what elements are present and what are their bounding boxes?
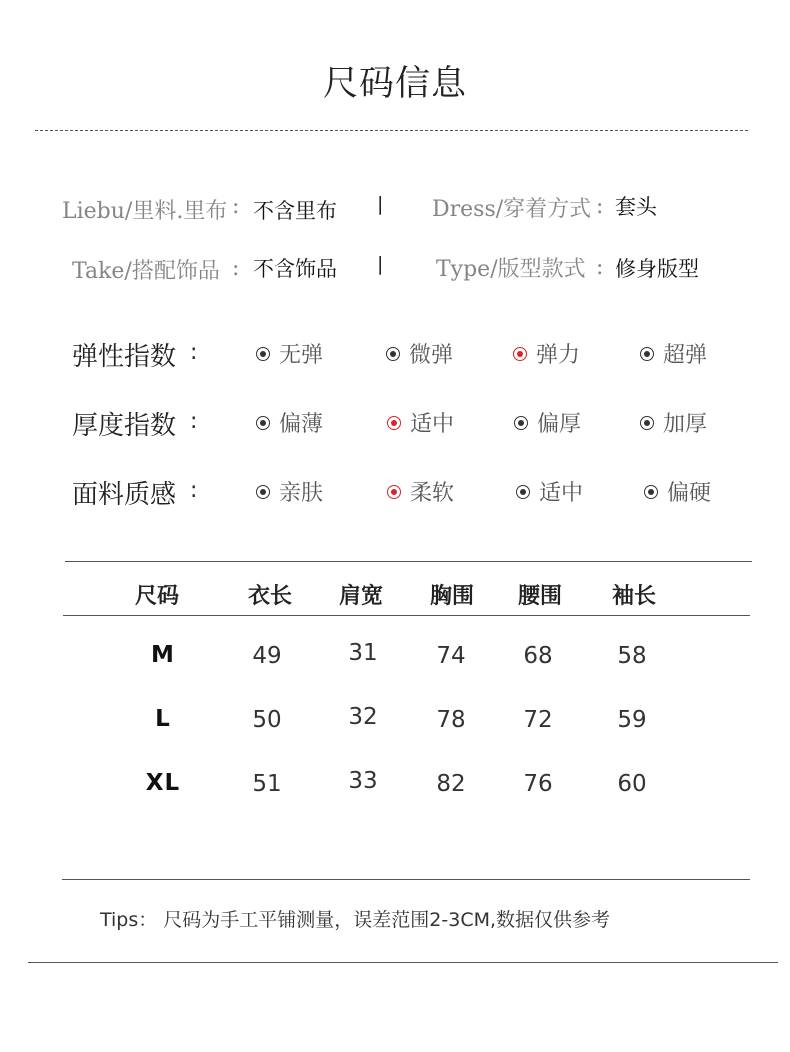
table-cell: 60 xyxy=(617,771,647,797)
rating-colon: : xyxy=(190,478,198,503)
table-cell: 82 xyxy=(436,771,466,797)
table-cell: 58 xyxy=(617,643,647,669)
rating-option[interactable] xyxy=(256,338,323,369)
radio-dot-icon xyxy=(640,416,654,430)
radio-dot-icon xyxy=(640,347,654,361)
table-header-rule xyxy=(63,615,750,616)
table-header-cell: 胸围 xyxy=(429,584,474,609)
radio-dot-icon xyxy=(386,347,400,361)
size-cell: XL xyxy=(145,770,181,796)
rating-option-label: 柔软 xyxy=(410,481,455,506)
page-title: 尺码信息 xyxy=(322,64,467,104)
rating-option-label: 偏薄 xyxy=(279,412,324,437)
rating-option[interactable] xyxy=(514,407,581,438)
table-cell: 78 xyxy=(436,707,466,733)
info-separator: | xyxy=(377,193,384,215)
table-cell: 72 xyxy=(523,707,553,733)
rating-option-label: 偏硬 xyxy=(667,481,712,506)
radio-dot-icon xyxy=(644,485,658,499)
rating-colon: : xyxy=(190,409,198,434)
radio-dot-selected-icon xyxy=(513,347,527,361)
info-label-wear-style: Dress/穿着方式 xyxy=(432,197,592,222)
table-header-cell: 肩宽 xyxy=(338,584,383,609)
table-cell: 59 xyxy=(617,707,647,733)
radio-dot-icon xyxy=(516,485,530,499)
footer-rule xyxy=(28,962,778,963)
table-cell: 33 xyxy=(348,768,378,794)
rating-option-label: 亲肤 xyxy=(279,481,324,506)
info-value-lining: 不含里布 xyxy=(253,199,337,223)
rating-option-label: 加厚 xyxy=(663,412,708,437)
info-label-fit-type: Type/版型款式 xyxy=(436,257,586,282)
info-value-wear-style: 套头 xyxy=(615,195,657,219)
table-header-cell: 袖长 xyxy=(611,584,656,609)
info-colon: : xyxy=(596,255,604,280)
info-separator: | xyxy=(377,253,384,275)
rating-option[interactable] xyxy=(256,407,323,438)
table-cell: 50 xyxy=(252,707,282,733)
radio-dot-icon xyxy=(256,416,270,430)
table-cell: 68 xyxy=(523,643,553,669)
title-divider xyxy=(35,130,748,131)
table-bottom-rule xyxy=(62,879,750,880)
rating-option-label: 适中 xyxy=(539,481,584,506)
info-colon: : xyxy=(596,194,604,219)
rating-colon: : xyxy=(190,340,198,365)
radio-dot-icon xyxy=(256,485,270,499)
table-cell: 74 xyxy=(436,643,466,669)
rating-option[interactable] xyxy=(640,338,707,369)
table-cell: 49 xyxy=(252,643,282,669)
info-label-lining: Liebu/里料.里布 xyxy=(62,199,228,224)
radio-dot-selected-icon xyxy=(387,485,401,499)
rating-label: 厚度指数 xyxy=(72,411,177,441)
rating-option[interactable] xyxy=(644,476,711,507)
radio-dot-icon xyxy=(514,416,528,430)
size-cell: M xyxy=(151,642,175,668)
table-cell: 31 xyxy=(348,640,378,666)
table-header-cell: 腰围 xyxy=(517,584,562,609)
info-colon: : xyxy=(232,194,240,219)
rating-option-label: 弹力 xyxy=(536,343,581,368)
rating-option[interactable] xyxy=(387,407,454,438)
table-cell: 51 xyxy=(252,771,282,797)
info-value-accessories: 不含饰品 xyxy=(253,257,337,281)
rating-option-label: 无弹 xyxy=(279,343,324,368)
table-header-cell: 尺码 xyxy=(134,584,179,609)
info-label-accessories: Take/搭配饰品 xyxy=(72,259,220,284)
table-header-cell: 衣长 xyxy=(247,584,292,609)
table-cell: 32 xyxy=(348,704,378,730)
rating-option[interactable] xyxy=(256,476,323,507)
info-value-fit-type: 修身版型 xyxy=(615,257,699,281)
table-top-rule xyxy=(65,561,752,562)
rating-option[interactable] xyxy=(640,407,707,438)
radio-dot-icon xyxy=(256,347,270,361)
size-cell: L xyxy=(155,706,171,732)
rating-option-label: 偏厚 xyxy=(537,412,582,437)
tips-note: Tips： 尺码为手工平铺测量，误差范围2-3CM,数据仅供参考 xyxy=(100,909,611,931)
radio-dot-selected-icon xyxy=(387,416,401,430)
rating-option[interactable] xyxy=(516,476,583,507)
rating-label: 弹性指数 xyxy=(72,342,177,372)
info-colon: : xyxy=(232,256,240,281)
rating-option-label: 微弹 xyxy=(409,343,454,368)
table-cell: 76 xyxy=(523,771,553,797)
rating-option[interactable] xyxy=(513,338,580,369)
rating-option[interactable] xyxy=(387,476,454,507)
rating-option[interactable] xyxy=(386,338,453,369)
rating-label: 面料质感 xyxy=(72,480,177,510)
rating-option-label: 超弹 xyxy=(663,343,708,368)
rating-option-label: 适中 xyxy=(410,412,455,437)
